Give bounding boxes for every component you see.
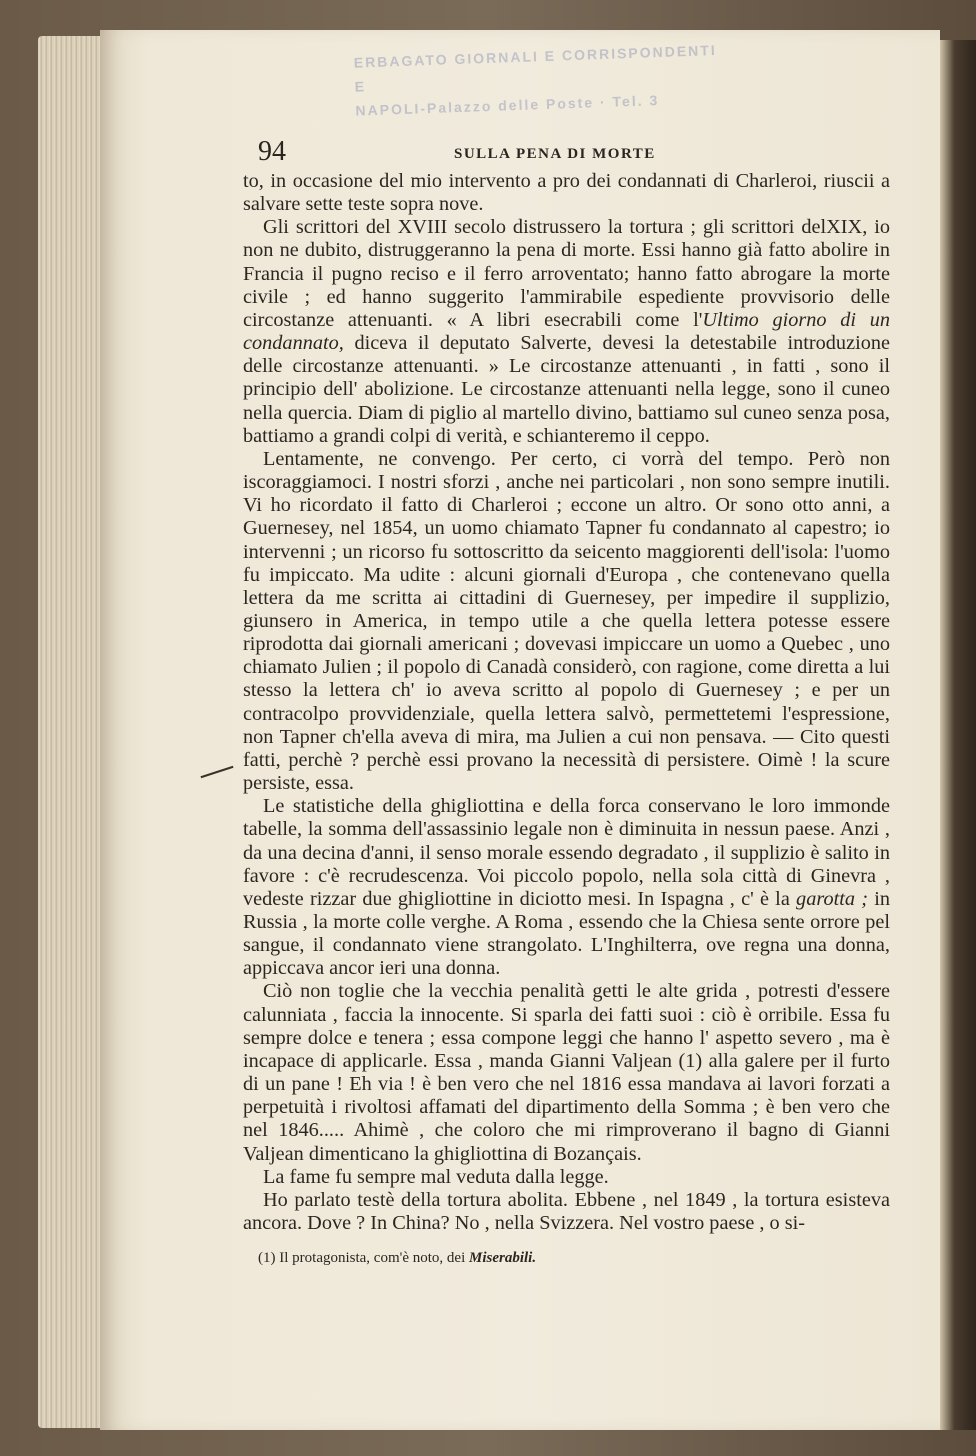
running-head: SULLA PENA DI MORTE [454,146,656,162]
paragraph-1 [243,216,890,448]
paragraph-3-part-a: Le statistiche della ghigliottina e della forca conservano le loro immonde tabelle, la somma dell'assassinio legale non è diminuita in nessun paese. Anzi , da una decina d'anni, il senso morale essendo degradato , il supplizio è salito in favore : c'è recrudescenza. Voi piccolo popolo, nella sola città di Ginevra , vedeste rizzar due ghigliottine in diciotto mesi. In Ispagna , c' è la [243,795,890,910]
paragraph-1-part-a: Gli scrittori del XVIII secolo distrussero la tortura ; gli scrittori delXIX, io non ne dubito, distruggeranno la pena di morte. Essi hanno già fatto abolire in Francia il pugno reciso e il ferro arroventato; hanno fatto abrogare la morte civile ; ed hanno suggerito l'ammirabile espediente provvisorio delle circostanze attenuanti. « A libri esecrabili come l' [243,216,890,331]
paragraph-2: Lentamente, ne convengo. Per certo, ci vorrà del tempo. Però non iscoraggiamoci. I nostri sforzi , anche nei particolari , non sono sempre inutili. Vi ho ricordato il fatto di Charleroi ; eccone un altro. Or sono otto anni, a Guernesey, nel 1854, un uomo chiamato Tapner fu condannato al capestro; io intervenni ; un ricorso fu sottoscritto da seicento maggiorenti dell'isola: l'uomo fu impiccato. Ma udite : alcuni giornali d'Europa , che contenevano quella lettera da me scritta ai cittadini di Guernesey, per impedire il supplizio, giunsero in America, in tempo utile a che quella lettera potesse essere riprodotta dai giornali americani ; dovevasi impiccare un uomo a Quebec , uno chiamato Julien ; il popolo di Canadà considerò, con ragione, come diretta a lui stesso la lettera ch' io aveva scritto al popolo di Guernesey ; e per un contracolpo provvidenziale, quella lettera salvò, permettetemi l'espressione, non Tapner ch'ella aveva di mira, ma Julien a cui non pensava. — Cito questi fatti, perchè ? perchè essi provano la necessità di persistere. Oimè ! la scure persiste, essa. [243,447,890,795]
paragraph-1-part-b: diceva il deputato Salverte, devesi la detestabile introduzione delle circostanze attenuanti. » Le circostanze attenuanti , in fatti , sono il principio dell' abolizione. Le circostanze attenuanti nella legge, sono il cuneo nella quercia. Diam di piglio al martello divino, battiamo sul cuneo senza posa, battiamo a grandi colpi di verità, e schianteremo il ceppo. [243,332,890,447]
body-text [243,170,890,1235]
footnote-prefix: (1) Il protagonista, com'è noto, dei [258,1250,469,1266]
footnote [258,1250,536,1267]
stamp-line-1: ERBAGATO GIORNALI E CORRISPONDENTI [353,41,717,71]
book-spine-edge [940,40,976,1430]
library-stamp [354,41,737,144]
paragraph-4: Ciò non toglie che la vecchia penalità getti le alte grida , potresti d'essere calunniata , faccia la innocente. Si sparla dei fatti suoi : ciò è orribile. Essa fu sempre dolce e tenera ; essa compone leggi che hanno l' aspetto severo , ma è incapace di applicarle. Essa , manda Gianni Valjean (1) alla galere per il furto di un pane ! Eh via ! è ben vero che nel 1816 essa mandava ai lavori forzati a perpetuità i rivoltosi affamati del dipartimento della Somma ; è ben vero che nel 1846..... Ahimè , che coloro che mi rimproverano il bagno di Gianni Valjean dimenticano la ghigliottina di Bozançais. [243,980,890,1165]
paragraph-5: La fame fu sempre mal veduta dalla legge. [263,1165,609,1188]
paragraph-0: to, in occasione del mio intervento a pro dei condannati di Charleroi, riuscii a salvare sette teste sopra nove. [243,170,890,216]
paragraph-6: Ho parlato testè della tortura abolita. Ebbene , nel 1849 , la tortura esisteva ancora. Dove ? In China? No , nella Svizzera. Nel vostro paese , o si- [243,1188,890,1235]
paragraph-3 [243,795,890,980]
stamp-line-3: NAPOLI-Palazzo delle Poste · Tel. 3 [355,92,660,119]
page-number: 94 [258,136,286,167]
paragraph-3-italic: garotta ; [796,887,868,910]
paragraph-3-part-b: in Russia , la morte colle verghe. A Roma , essendo che la Chiesa sente orrore pel sangue, il condannato viene strangolato. L'Inghilterra, ove regna una donna, appiccava ancor ieri una donna. [243,887,890,980]
paragraph-1-italic: Ultimo giorno di un condannato, [243,308,890,355]
footnote-title: Miserabili. [468,1250,537,1266]
page-edges [38,36,108,1428]
stamp-line-2: E [354,78,367,95]
